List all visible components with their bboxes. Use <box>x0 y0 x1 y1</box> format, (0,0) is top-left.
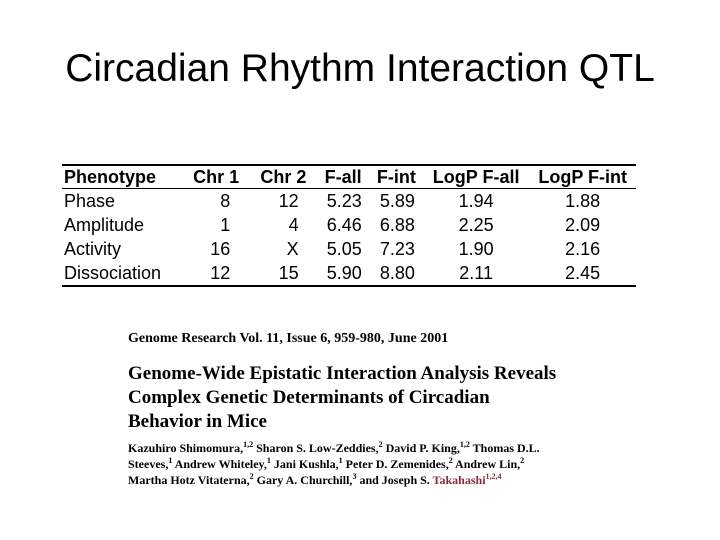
cell-phenotype: Amplitude <box>64 215 145 235</box>
author-affiliation: 2 <box>249 472 254 481</box>
table-row <box>62 237 636 261</box>
header-chr2: Chr 2 <box>250 165 316 189</box>
cell-f-int: 5.89 <box>379 191 415 211</box>
cell-logp-f-all: 1.90 <box>458 239 494 259</box>
header-f-all: F-all <box>317 165 370 189</box>
table-row <box>62 213 636 237</box>
journal-line: Genome Research Vol. 11, Issue 6, 959-980, June 2001 <box>128 331 449 346</box>
cell-chr2: 4 <box>288 215 299 235</box>
table-header-row <box>62 165 636 189</box>
author-affiliation: 1 <box>266 456 271 465</box>
cell-chr1: 16 <box>210 239 231 259</box>
cell-logp-f-int: 2.45 <box>565 263 601 283</box>
cell-f-int: 7.23 <box>379 239 415 259</box>
cell-phenotype: Phase <box>64 191 116 211</box>
author-affiliation: 1,2 <box>243 440 254 449</box>
author-affiliation: 2 <box>520 456 525 465</box>
author-affiliation: 3 <box>352 472 357 481</box>
author-list <box>128 440 628 488</box>
cell-phenotype: Activity <box>64 239 122 259</box>
cell-logp-f-all: 1.94 <box>458 191 494 211</box>
cell-logp-f-all: 2.25 <box>458 215 494 235</box>
author-affiliation: 2 <box>378 440 383 449</box>
paper-citation <box>128 330 628 488</box>
cell-chr1: 12 <box>210 263 231 283</box>
author-name: David P. King, <box>382 441 460 455</box>
author-name: and Joseph S. <box>356 473 433 487</box>
header-phenotype: Phenotype <box>62 165 182 189</box>
author-name: Sharon S. Low-Zeddies, <box>253 441 379 455</box>
author-name: Martha Hotz Vitaterna, <box>128 473 250 487</box>
slide-title: Circadian Rhythm Interaction QTL <box>65 47 655 90</box>
header-logp-f-all: LogP F-all <box>423 165 529 189</box>
author-line <box>128 472 628 488</box>
table-row <box>62 189 636 214</box>
cell-f-int: 8.80 <box>379 263 415 283</box>
qtl-table <box>62 164 636 287</box>
author-name: Peter D. Zemenides, <box>342 457 449 471</box>
author-name-highlighted: Takahashi <box>432 473 486 487</box>
cell-f-all: 5.05 <box>326 239 362 259</box>
author-name: Andrew Whiteley, <box>172 457 267 471</box>
author-name: Jani Kushla, <box>270 457 339 471</box>
cell-chr1: 8 <box>220 191 231 211</box>
author-affiliation: 1 <box>168 456 173 465</box>
cell-f-all: 6.46 <box>326 215 362 235</box>
paper-title-line: Complex Genetic Determinants of Circadian <box>128 387 490 408</box>
cell-logp-f-int: 2.09 <box>565 215 601 235</box>
author-line <box>128 440 628 456</box>
author-name: Gary A. Churchill, <box>253 473 353 487</box>
header-f-int: F-int <box>370 165 423 189</box>
cell-f-all: 5.90 <box>326 263 362 283</box>
table-row <box>62 261 636 286</box>
cell-f-int: 6.88 <box>379 215 415 235</box>
author-name: Andrew Lin, <box>452 457 521 471</box>
paper-title-line: Behavior in Mice <box>128 411 267 432</box>
cell-f-all: 5.23 <box>326 191 362 211</box>
paper-title <box>128 362 628 434</box>
cell-phenotype: Dissociation <box>64 263 162 283</box>
author-line <box>128 456 628 472</box>
author-name: Thomas D.L. <box>469 441 540 455</box>
author-name: Steeves, <box>128 457 169 471</box>
cell-logp-f-int: 2.16 <box>565 239 601 259</box>
cell-chr2: 12 <box>278 191 299 211</box>
header-logp-f-int: LogP F-int <box>529 165 636 189</box>
author-affiliation: 1 <box>338 456 343 465</box>
cell-logp-f-all: 2.11 <box>459 263 493 283</box>
author-affiliation: 2 <box>448 456 453 465</box>
cell-chr2: X <box>286 239 299 259</box>
cell-logp-f-int: 1.88 <box>565 191 601 211</box>
cell-chr1: 1 <box>220 215 231 235</box>
paper-title-line: Genome-Wide Epistatic Interaction Analysis Reveals <box>128 363 557 384</box>
cell-chr2: 15 <box>278 263 299 283</box>
author-name: Kazuhiro Shimomura, <box>128 441 244 455</box>
header-chr1: Chr 1 <box>182 165 250 189</box>
author-affiliation: 1,2,4 <box>485 472 502 481</box>
author-affiliation: 1,2 <box>459 440 470 449</box>
